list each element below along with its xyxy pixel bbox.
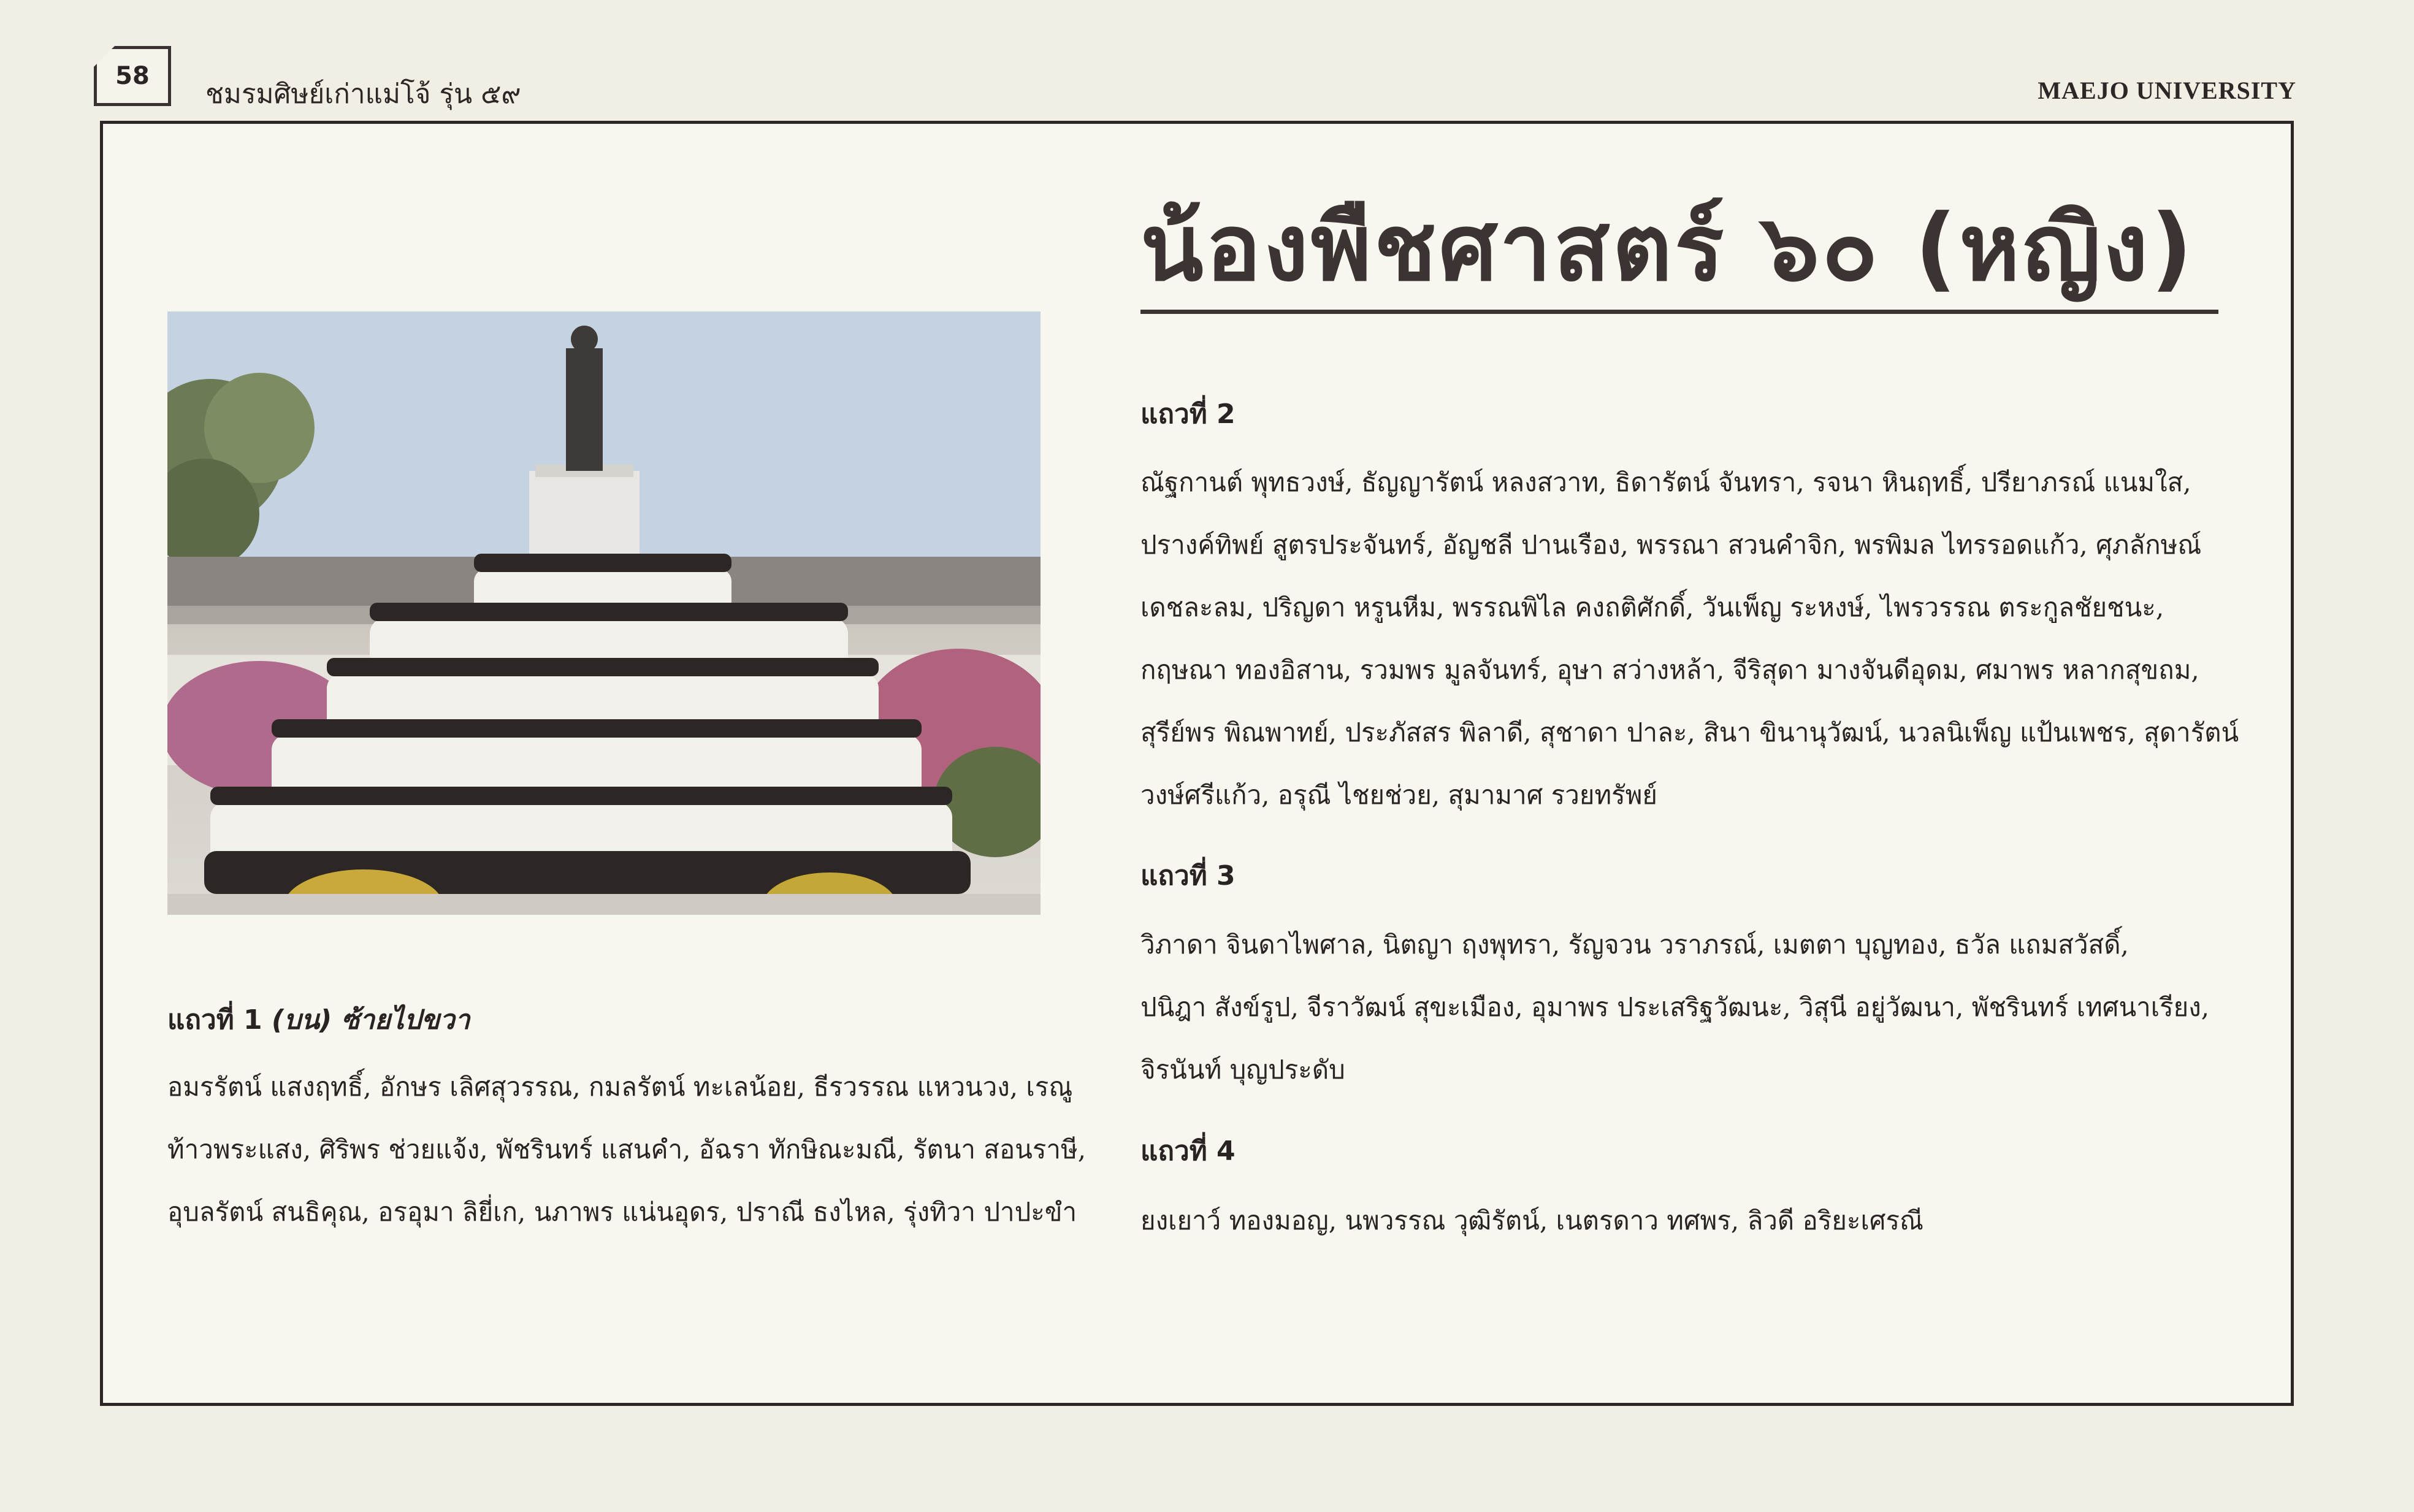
- group-photo-icon: [167, 311, 1041, 915]
- header-university: MAEJO UNIVERSITY: [2038, 77, 2296, 104]
- row3-names: [1140, 914, 2209, 1101]
- row3-line: ปนิฎา สังข์รูป, จีราวัฒน์ สุขะเมือง, อุมาพร ประเสริฐวัฒนะ, วิสุนี อยู่วัฒนา, พัชรินทร์ เทศนาเรียง,: [1140, 992, 2210, 1022]
- row1-line: อุบลรัตน์ สนธิคุณ, อรอุมา ลิยี่เก, นภาพร แน่นอุดร, ปราณี ธงไหล, รุ่งทิวา ปาปะขำ: [167, 1197, 1077, 1227]
- row2-names: [1140, 451, 2239, 827]
- row3-line: จิรนันท์ บุญประดับ: [1140, 1055, 1345, 1085]
- row2-line: เดชละลม, ปริญดา หรูนหีม, พรรณพิไล คงถติศักดิ์, วันเพ็ญ ระหงษ์, ไพรวรรณ ตระกูลชัยชนะ,: [1140, 592, 2164, 622]
- row1-line: ท้าวพระแสง, ศิริพร ช่วยแจ้ง, พัชรินทร์ แสนคำ, อัฉรา ทักษิณะมณี, รัตนา สอนราษี,: [167, 1134, 1087, 1164]
- row4-line: ยงเยาว์ ทองมอญ, นพวรรณ วุฒิรัตน์, เนตรดาว ทศพร, ลิวดี อริยะเศรณี: [1140, 1205, 1924, 1235]
- title-underline: [1140, 310, 2218, 314]
- row2-line: วงษ์ศรีแก้ว, อรุณี ไชยช่วย, สุมามาศ รวยทรัพย์: [1140, 780, 1657, 810]
- row4-heading: แถวที่ 4: [1140, 1136, 1236, 1167]
- row2-heading: แถวที่ 2: [1140, 399, 1236, 430]
- row4-names: [1140, 1189, 1923, 1252]
- row1-heading: [167, 998, 470, 1041]
- row1-heading-prefix: แถวที่ 1: [167, 1004, 262, 1036]
- row3-heading: แถวที่ 3: [1140, 860, 1236, 892]
- header-club-name: ชมรมศิษย์เก่าแม่โจ้ รุ่น ๕๙: [205, 78, 521, 110]
- row3-line: วิภาดา จินดาไพศาล, นิตญา ฤงพุทรา, รัญจวน วราภรณ์, เมตตา บุญทอง, ธวัล แถมสวัสดิ์,: [1140, 930, 2129, 960]
- row2-line: ปรางค์ทิพย์ สูตรประจันทร์, อัญชลี ปานเรือง, พรรณา สวนคำจิก, พรพิมล ไทรรอดแก้ว, ศุภลักษณ์: [1140, 530, 2202, 560]
- page-number: 58: [94, 46, 171, 106]
- row1-names: [167, 1056, 1086, 1243]
- row2-line: กฤษณา ทองอิสาน, รวมพร มูลจันทร์, อุษา สว่างหล้า, จีริสุดา มางจันดีอุดม, ศมาพร หลากสุขถม,: [1140, 655, 2199, 685]
- row1-heading-direction: (บน) ซ้ายไปขวา: [271, 1004, 470, 1036]
- page-title: น้องพืชศาสตร์ ๖๐ (หญิง): [1140, 195, 2195, 302]
- row2-line: ณัฐกานต์ พุทธวงษ์, ธัญญารัตน์ หลงสวาท, ธิดารัตน์ จันทรา, รจนา หินฤทธิ์, ปรียาภรณ์ แนมใส,: [1140, 467, 2191, 497]
- row2-line: สุรีย์พร พิณพาทย์, ประภัสสร พิลาดี, สุชาดา ปาละ, สินา ขินานุวัฒน์, นวลนิเพ็ญ แป้นเพชร, สุดารัตน์: [1140, 717, 2239, 747]
- row1-line: อมรรัตน์ แสงฤทธิ์, อักษร เลิศสุวรรณ, กมลรัตน์ ทะเลน้อย, ธีรวรรณ แหวนวง, เรณู: [167, 1072, 1073, 1102]
